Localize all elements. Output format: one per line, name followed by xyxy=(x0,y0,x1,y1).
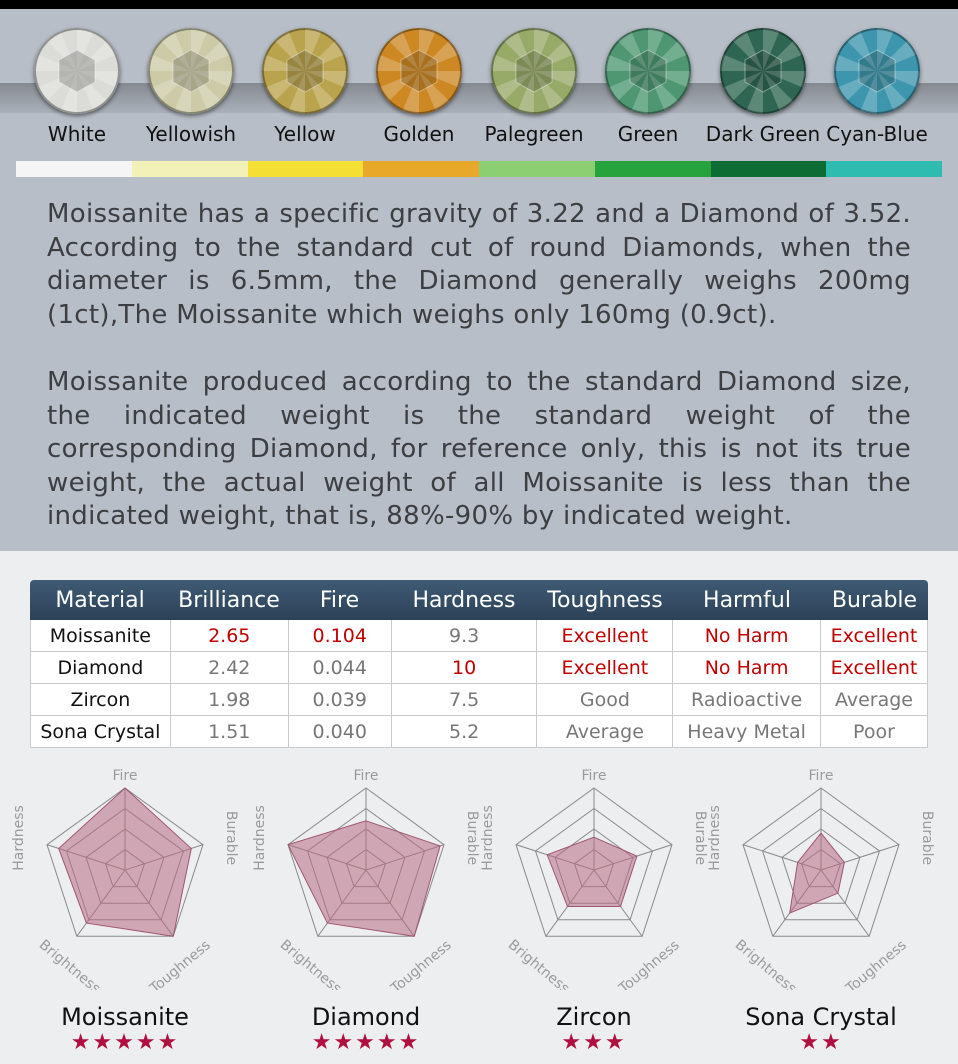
gem-yellow xyxy=(262,28,348,114)
table-cell: Excellent xyxy=(537,620,673,651)
radar-axis-label: Burable xyxy=(223,810,239,866)
gem-green xyxy=(605,28,691,114)
star-rating: ★★★★★ xyxy=(70,1030,180,1055)
color-swatch xyxy=(711,161,827,177)
gem-golden xyxy=(376,28,462,114)
material-name-cell: Moissanite xyxy=(30,620,171,651)
radar-axis-label: Burable xyxy=(692,810,708,866)
radar-title: Sona Crystal xyxy=(745,1003,897,1031)
column-header: Burable xyxy=(831,587,918,613)
radar-title: Diamond xyxy=(311,1003,421,1031)
gem-label: Green xyxy=(617,122,679,146)
radar-axis-label: Fire xyxy=(112,768,138,784)
gem-label: White xyxy=(47,122,107,146)
table-row xyxy=(30,684,928,716)
column-header: Toughness xyxy=(547,587,663,613)
table-cell: No Harm xyxy=(673,620,821,651)
radar-title: Moissanite xyxy=(61,1003,189,1031)
table-row xyxy=(30,620,928,652)
table-cell: 0.044 xyxy=(289,652,392,683)
star-rating: ★★★★★ xyxy=(311,1030,421,1055)
column-header: Brilliance xyxy=(178,587,280,613)
radar-svg xyxy=(479,760,709,990)
color-swatch xyxy=(826,161,942,177)
radar-data-area xyxy=(288,821,440,937)
star-rating: ★★★ xyxy=(561,1030,627,1055)
color-swatch xyxy=(479,161,595,177)
radar-axis-label: Toughness xyxy=(616,937,683,990)
table-cell: Poor xyxy=(821,716,928,747)
table-cell: Radioactive xyxy=(673,684,821,715)
color-swatch xyxy=(132,161,248,177)
radar-data-area xyxy=(547,837,637,906)
column-header: Harmful xyxy=(703,587,791,613)
table-cell: 0.104 xyxy=(289,620,392,651)
table-cell: 0.040 xyxy=(289,716,392,747)
color-swatch xyxy=(595,161,711,177)
table-header-row xyxy=(30,580,928,620)
color-swatch xyxy=(16,161,132,177)
gem-label: Golden xyxy=(383,122,455,146)
table-cell: No Harm xyxy=(673,652,821,683)
table-cell: Average xyxy=(537,716,673,747)
gem-label: Yellow xyxy=(274,122,336,146)
radar-data-area xyxy=(59,788,192,936)
radar-axis-label: Burable xyxy=(464,810,480,866)
radar-svg xyxy=(251,760,481,990)
gem-white xyxy=(34,28,120,114)
radar-axis-label: Hardness xyxy=(252,805,268,871)
radar-axis-label: Fire xyxy=(808,768,834,784)
table-cell: 7.5 xyxy=(392,684,538,715)
table-cell: 9.3 xyxy=(392,620,538,651)
radar-axis-label: Brightness xyxy=(276,936,345,990)
table-cell: Excellent xyxy=(821,620,928,651)
table-row xyxy=(30,652,928,684)
radar-axis-label: Toughness xyxy=(147,937,214,990)
gem-palegreen xyxy=(491,28,577,114)
column-header: Fire xyxy=(319,587,360,613)
gem-label: Cyan-Blue xyxy=(826,122,928,146)
comparison-table xyxy=(30,580,928,748)
material-name-cell: Sona Crystal xyxy=(30,716,171,747)
column-header: Material xyxy=(55,587,145,613)
gem-label: Palegreen xyxy=(484,122,584,146)
table-cell: 0.039 xyxy=(289,684,392,715)
gem-yellowish xyxy=(148,28,234,114)
table-cell: 1.51 xyxy=(171,716,289,747)
radar-axis-label: Brightness xyxy=(504,936,573,990)
gem-shelf-stripe xyxy=(0,83,958,113)
radar-axis-label: Toughness xyxy=(388,937,455,990)
color-swatch xyxy=(363,161,479,177)
gem-label: Yellowish xyxy=(145,122,237,146)
table-cell: 1.98 xyxy=(171,684,289,715)
table-cell: 5.2 xyxy=(392,716,538,747)
table-cell: Excellent xyxy=(821,652,928,683)
color-swatch-bar xyxy=(16,161,942,177)
radar-chart-zircon xyxy=(479,760,709,990)
radar-chart-sona-crystal xyxy=(706,760,936,990)
table-row xyxy=(30,716,928,748)
color-swatch xyxy=(248,161,364,177)
gem-cyan-blue xyxy=(834,28,920,114)
table-cell: Heavy Metal xyxy=(673,716,821,747)
gem-dark-green xyxy=(720,28,806,114)
table-cell: 2.65 xyxy=(171,620,289,651)
radar-axis-label: Brightness xyxy=(731,936,800,990)
radar-axis-label: Brightness xyxy=(35,936,104,990)
column-header: Hardness xyxy=(412,587,516,613)
top-black-bar xyxy=(0,0,958,9)
table-cell: 2.42 xyxy=(171,652,289,683)
radar-svg xyxy=(10,760,240,990)
table-cell: Good xyxy=(537,684,673,715)
radar-chart-moissanite xyxy=(10,760,240,990)
radar-axis-label: Fire xyxy=(353,768,379,784)
radar-svg xyxy=(706,760,936,990)
material-name-cell: Zircon xyxy=(30,684,171,715)
table-cell: Excellent xyxy=(537,652,673,683)
gem-label: Dark Green xyxy=(705,122,821,146)
star-rating: ★★ xyxy=(799,1030,843,1055)
radar-title: Zircon xyxy=(556,1003,632,1031)
radar-axis-label: Fire xyxy=(581,768,607,784)
radar-axis-label: Hardness xyxy=(11,805,27,871)
radar-axis-label: Hardness xyxy=(707,805,723,871)
material-name-cell: Diamond xyxy=(30,652,171,683)
radar-axis-label: Toughness xyxy=(843,937,910,990)
radar-chart-diamond xyxy=(251,760,481,990)
table-cell: 10 xyxy=(392,652,538,683)
paragraph-specific-gravity: Moissanite has a specific gravity of 3.22 and a Diamond of 3.52. According to the standard cut of round Diamonds, when the diameter is 6.5mm, the Diamond generally weighs 200mg (1ct),The Moissanite which weighs only 160mg (0.9ct). xyxy=(47,199,911,330)
radar-axis-label: Hardness xyxy=(480,805,496,871)
radar-data-area xyxy=(790,833,845,913)
paragraph-indicated-weight: Moissanite produced according to the standard Diamond size, the indicated weight is the standard weight of the corresponding Diamond, for reference only, this is not its true weight, the actual weight of all Moissanite is less than the indicated weight, that is, 88%-90% by indicated weight. xyxy=(47,367,911,532)
radar-axis-label: Burable xyxy=(919,810,935,866)
table-cell: Average xyxy=(821,684,928,715)
